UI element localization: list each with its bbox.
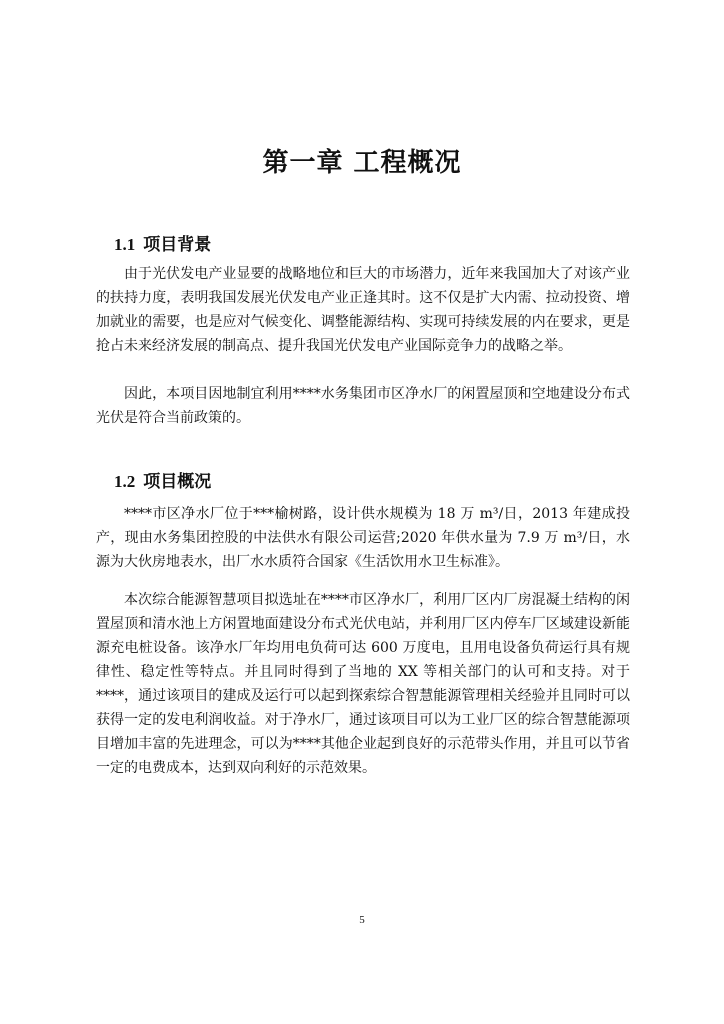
page-number: 5	[359, 914, 365, 926]
paragraph: 因此，本项目因地制宜利用****水务集团市区净水厂的闲置屋顶和空地建设分布式光伏是符合当前政策的。	[96, 386, 630, 426]
section-number: 1.2	[114, 472, 136, 491]
chapter-title: 第一章 工程概况	[262, 148, 462, 178]
section-heading-1-1	[114, 230, 211, 255]
section-number: 1.1	[114, 235, 136, 254]
section-title: 项目背景	[143, 235, 212, 255]
paragraph: 本次综合能源智慧项目拟选址在****市区净水厂，利用厂区内厂房混凝土结构的闲置屋顶和清水池上方闲置地面建设分布式光伏电站，并利用厂区内停车厂区域建设新能源充电桩设备。该净水厂年均用电负荷可达 600 万度电，且用电设备负荷运行具有规律性、稳定性等特点。并且同时得到了当地的 XX 等相关部门的认可和支持。对于****，通过该项目的建成及运行可以起到探索综合智慧能源管理相关经验并且同时可以获得一定的发电利润收益。对于净水厂，通过该项目可以为工业厂区的综合智慧能源项目增加丰富的先进理念，可以为****其他企业起到良好的示范带头作用，并且可以节省一定的电费成本，达到双向利好的示范效果。	[96, 592, 630, 776]
section-heading-1-2	[114, 467, 211, 492]
paragraph: ****市区净水厂位于***榆树路，设计供水规模为 18 万 m³/日，2013 年建成投产，现由水务集团控股的中法供水有限公司运营;2020 年供水量为 7.9 万 m³/日，水源为大伙房地表水，出厂水水质符合国家《生活饮用水卫生标准》。	[96, 506, 630, 570]
paragraph: 由于光伏发电产业显要的战略地位和巨大的市场潜力，近年来我国加大了对该产业的扶持力度，表明我国发展光伏发电产业正逢其时。这不仅是扩大内需、拉动投资、增加就业的需要，也是应对气候变化、调整能源结构、实现可持续发展的内在要求，更是抢占未来经济发展的制高点、提升我国光伏发电产业国际竞争力的战略之举。	[96, 266, 630, 354]
section-title: 项目概况	[143, 472, 212, 492]
